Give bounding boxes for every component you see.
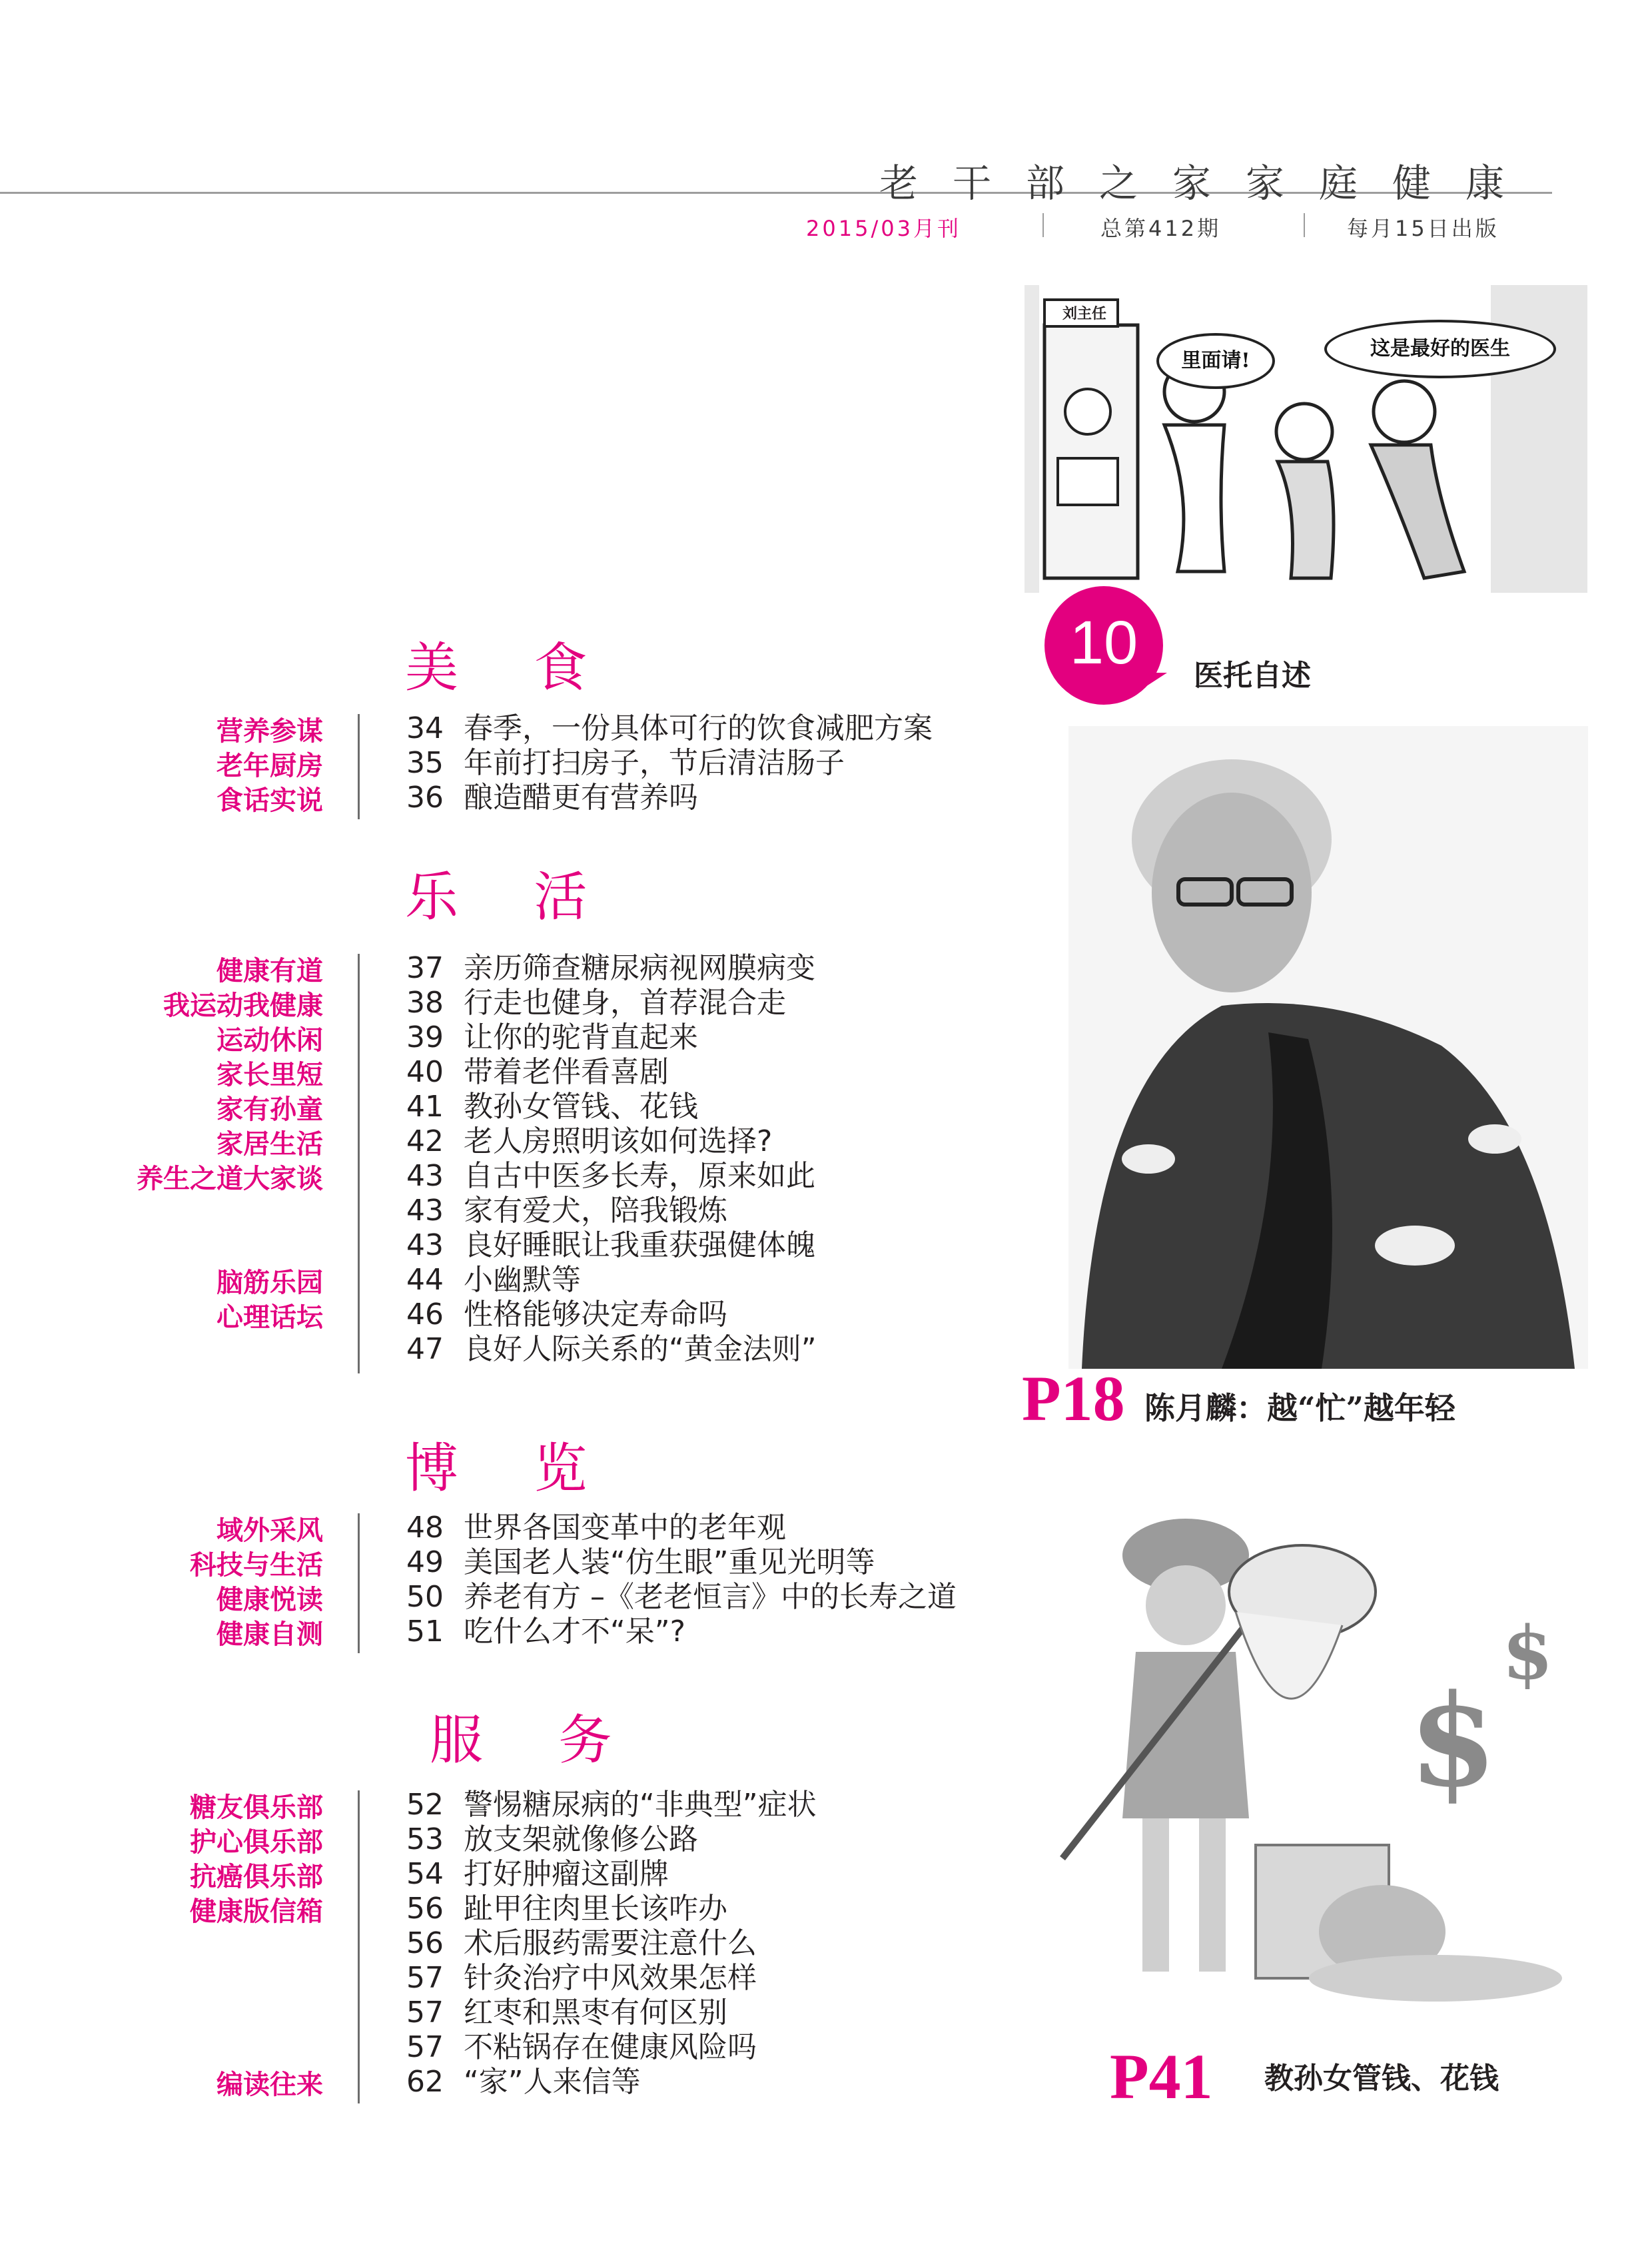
girl-money-photo	[1036, 1499, 1579, 2012]
section-divider	[358, 954, 360, 1373]
feature-caption: 医托自述	[1194, 659, 1311, 693]
feature-page-number: P18	[1022, 1363, 1125, 1434]
toc-item[interactable]: 34 春季，一份具体可行的饮食减肥方案	[406, 711, 933, 745]
category-label: 我运动我健康	[163, 990, 323, 1021]
toc-list	[406, 1511, 957, 1649]
category-column	[216, 714, 323, 818]
category-column	[137, 954, 323, 1335]
toc-item[interactable]: 38 行走也健身，首荐混合走	[406, 986, 786, 1020]
toc-item[interactable]: 49 美国老人装“仿生眼”重见光明等	[406, 1545, 875, 1579]
issue-date: 2015/03月刊	[806, 216, 961, 241]
category-label: 营养参谋	[216, 715, 323, 747]
toc-list	[406, 1788, 817, 2099]
header-divider	[1042, 213, 1044, 237]
toc-item[interactable]: 48 世界各国变革中的老年观	[406, 1511, 786, 1545]
speech-bubble-right: 这是最好的医生	[1324, 320, 1556, 378]
toc-item[interactable]: 57 红枣和黑枣有何区别	[406, 1996, 727, 2030]
category-label: 护心俱乐部	[190, 1826, 323, 1858]
category-column	[190, 1790, 323, 2102]
category-label: 糖友俱乐部	[190, 1792, 323, 1823]
feature-caption: 教孙女管钱、花钱	[1264, 2061, 1499, 2095]
toc-item[interactable]: 51 吃什么才不“呆”?	[406, 1615, 685, 1649]
toc-item[interactable]: 46 性格能够决定寿命吗	[406, 1298, 727, 1331]
svg-text:$: $	[1502, 1610, 1553, 1696]
category-label	[190, 1929, 323, 1964]
toc-item[interactable]: 50 养老有方 –《老老恒言》中的长寿之道	[406, 1580, 957, 1614]
issue-frequency: 每月15日出版	[1347, 216, 1499, 241]
category-label: 科技与生活	[190, 1549, 323, 1581]
toc-item[interactable]: 43 家有爱犬，陪我锻炼	[406, 1194, 727, 1228]
toc-list	[406, 711, 933, 815]
category-label	[137, 1196, 323, 1231]
magazine-title: 老干部之家家庭健康	[879, 161, 1539, 206]
category-label	[190, 1964, 323, 1998]
toc-item[interactable]: 44 小幽默等	[406, 1263, 581, 1297]
section-heading: 服 务	[430, 1709, 641, 1771]
issue-number: 总第412期	[1100, 216, 1222, 241]
category-label: 编读往来	[216, 2069, 323, 2100]
section-divider	[358, 714, 360, 819]
door-sign: 刘主任	[1062, 305, 1106, 322]
category-label: 健康版信箱	[190, 1896, 323, 1927]
toc-item[interactable]: 52 警惕糖尿病的“非典型”症状	[406, 1788, 817, 1822]
category-label: 老年厨房	[216, 750, 323, 781]
category-label: 域外采风	[216, 1515, 323, 1546]
toc-item[interactable]: 41 教孙女管钱、花钱	[406, 1090, 698, 1124]
category-label: 脑筋乐园	[216, 1267, 323, 1298]
portrait-photo	[1068, 726, 1588, 1369]
category-label	[190, 1998, 323, 2033]
toc-item[interactable]: 39 让你的驼背直起来	[406, 1020, 698, 1054]
category-label: 家有孙童	[216, 1094, 323, 1125]
category-label: 运动休闲	[216, 1024, 323, 1056]
section-heading: 美 食	[405, 637, 617, 699]
toc-item[interactable]: 35 年前打扫房子，节后清洁肠子	[406, 746, 845, 780]
toc-item[interactable]: 47 良好人际关系的“黄金法则”	[406, 1332, 817, 1366]
toc-item[interactable]: 42 老人房照明该如何选择?	[406, 1124, 773, 1158]
svg-text:$: $	[1409, 1667, 1497, 1815]
category-label	[190, 2033, 323, 2067]
badge-tail	[1140, 673, 1167, 690]
category-label: 家居生活	[216, 1128, 323, 1160]
feature-caption: 陈月麟：越“忙”越年轻	[1144, 1390, 1455, 1426]
toc-item[interactable]: 37 亲历筛查糖尿病视网膜病变	[406, 951, 815, 985]
toc-item[interactable]: 56 趾甲往肉里长该咋办	[406, 1892, 727, 1926]
category-label: 心理话坛	[216, 1302, 323, 1333]
category-label	[137, 1231, 323, 1266]
toc-item[interactable]: 40 带着老伴看喜剧	[406, 1055, 669, 1089]
category-label: 食话实说	[216, 785, 323, 816]
header-divider	[1304, 213, 1305, 237]
toc-item[interactable]: 43 自古中医多长寿，原来如此	[406, 1159, 815, 1193]
toc-list	[406, 951, 817, 1367]
category-label: 健康自测	[216, 1619, 323, 1650]
section-divider	[358, 1513, 360, 1653]
feature-page-number: P41	[1110, 2041, 1213, 2112]
category-label: 健康悦读	[216, 1584, 323, 1615]
toc-item[interactable]: 57 针灸治疗中风效果怎样	[406, 1961, 757, 1995]
speech-bubble-left: 里面请!	[1156, 333, 1275, 389]
section-heading: 博 览	[405, 1437, 617, 1499]
category-column	[190, 1513, 323, 1652]
toc-item[interactable]: 53 放支架就像修公路	[406, 1822, 698, 1856]
category-label: 养生之道大家谈	[137, 1163, 323, 1194]
toc-item[interactable]: 54 打好肿瘤这副牌	[406, 1857, 669, 1891]
section-heading: 乐 活	[405, 866, 617, 928]
toc-item[interactable]: 56 术后服药需要注意什么	[406, 1926, 757, 1960]
category-label: 抗癌俱乐部	[190, 1861, 323, 1892]
category-label: 家长里短	[216, 1059, 323, 1090]
category-label: 健康有道	[216, 955, 323, 986]
toc-item[interactable]: 62 “家”人来信等	[406, 2065, 641, 2099]
cartoon-illustration	[1025, 285, 1587, 593]
section-divider	[358, 1790, 360, 2103]
toc-item[interactable]: 36 酿造醋更有营养吗	[406, 781, 698, 815]
toc-item[interactable]: 43 良好睡眠让我重获强健体魄	[406, 1228, 815, 1262]
toc-item[interactable]: 57 不粘锅存在健康风险吗	[406, 2030, 757, 2064]
feature-page-badge: 10	[1044, 586, 1163, 705]
